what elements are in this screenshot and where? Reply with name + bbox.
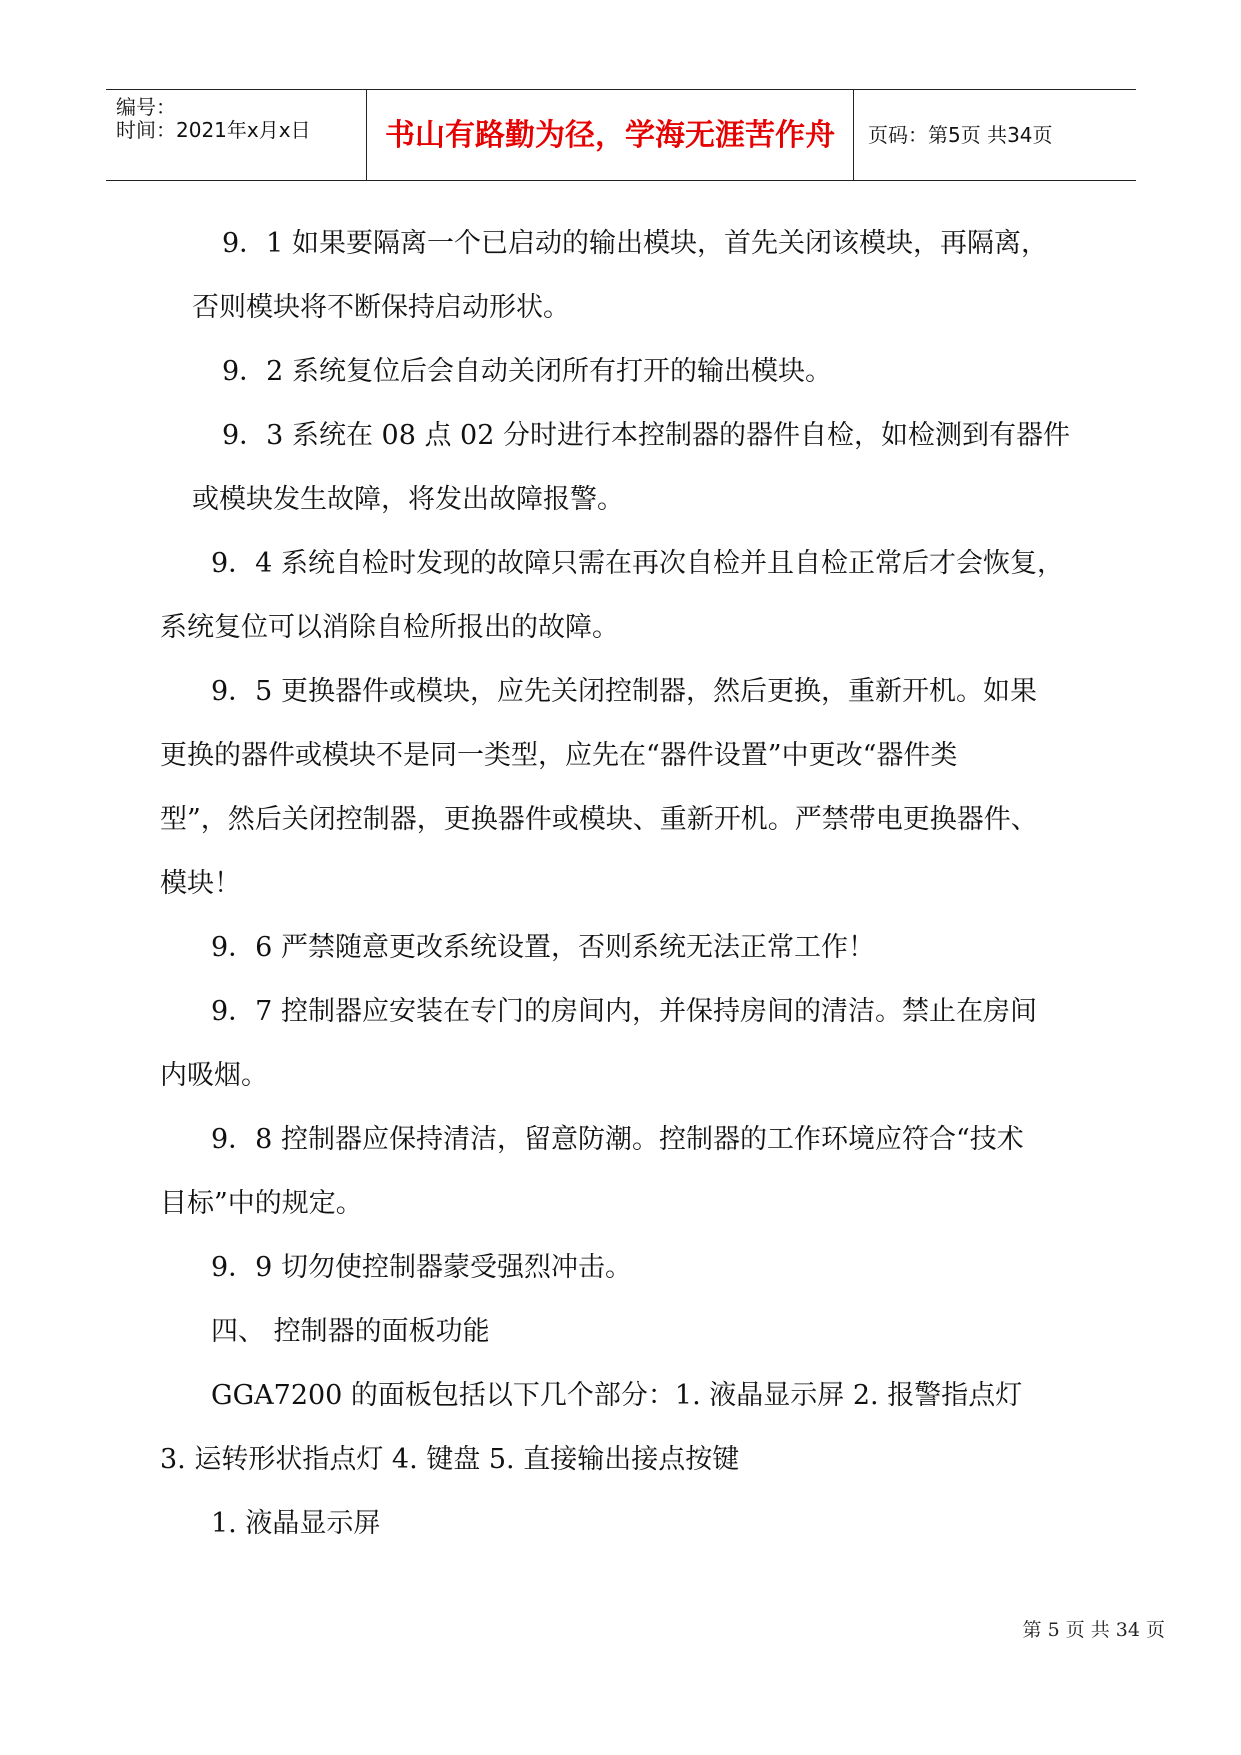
body-line: 系统复位可以消除自检所报出的故障。 [160, 612, 619, 643]
header-motto-cell [367, 90, 854, 180]
body-line: 模块！ [160, 868, 241, 899]
section-heading: 四、 控制器的面板功能 [211, 1316, 490, 1347]
body-line: 9．6 严禁随意更改系统设置，否则系统无法正常工作！ [211, 932, 875, 963]
page-footer-number: 第 5 页 共 34 页 [1022, 1619, 1165, 1641]
body-line: 9．3 系统在 08 点 02 分时进行本控制器的器件自检，如检测到有器件 [222, 420, 1070, 451]
body-line: 否则模块将不断保持启动形状。 [192, 292, 570, 323]
body-line: GGA7200 的面板包括以下几个部分：1. 液晶显示屏 2. 报警指点灯 [211, 1380, 1023, 1411]
body-line: 型”，然后关闭控制器，更换器件或模块、重新开机。严禁带电更换器件、 [160, 804, 1038, 835]
subsection-heading: 1. 液晶显示屏 [211, 1508, 381, 1539]
header-left-cell [106, 90, 367, 180]
header-page-cell [854, 90, 1136, 180]
body-line: 9．5 更换器件或模块，应先关闭控制器，然后更换，重新开机。如果 [211, 676, 1037, 707]
document-time-label: 时间：2021年x月x日 [116, 118, 311, 142]
header-page-info: 页码：第5页 共34页 [868, 123, 1053, 147]
body-line: 9．8 控制器应保持清洁，留意防潮。控制器的工作环境应符合“技术 [211, 1124, 1024, 1155]
body-line: 9．2 系统复位后会自动关闭所有打开的输出模块。 [222, 356, 832, 387]
document-number-label: 编号： [116, 95, 176, 119]
body-line: 或模块发生故障，将发出故障报警。 [192, 484, 624, 515]
body-line: 3. 运转形状指点灯 4. 键盘 5. 直接输出接点按键 [160, 1444, 740, 1475]
body-line: 内吸烟。 [160, 1060, 268, 1091]
body-line: 9．7 控制器应安装在专门的房间内，并保持房间的清洁。禁止在房间 [211, 996, 1037, 1027]
body-line: 9．1 如果要隔离一个已启动的输出模块，首先关闭该模块，再隔离， [222, 228, 1048, 259]
body-line: 更换的器件或模块不是同一类型，应先在“器件设置”中更改“器件类 [160, 740, 958, 771]
body-line: 9．4 系统自检时发现的故障只需在再次自检并且自检正常后才会恢复， [211, 548, 1064, 579]
document-header [106, 89, 1136, 181]
body-line: 目标”中的规定。 [160, 1188, 363, 1219]
body-line: 9．9 切勿使控制器蒙受强烈冲击。 [211, 1252, 632, 1283]
header-motto: 书山有路勤为径，学海无涯苦作舟 [385, 118, 835, 153]
